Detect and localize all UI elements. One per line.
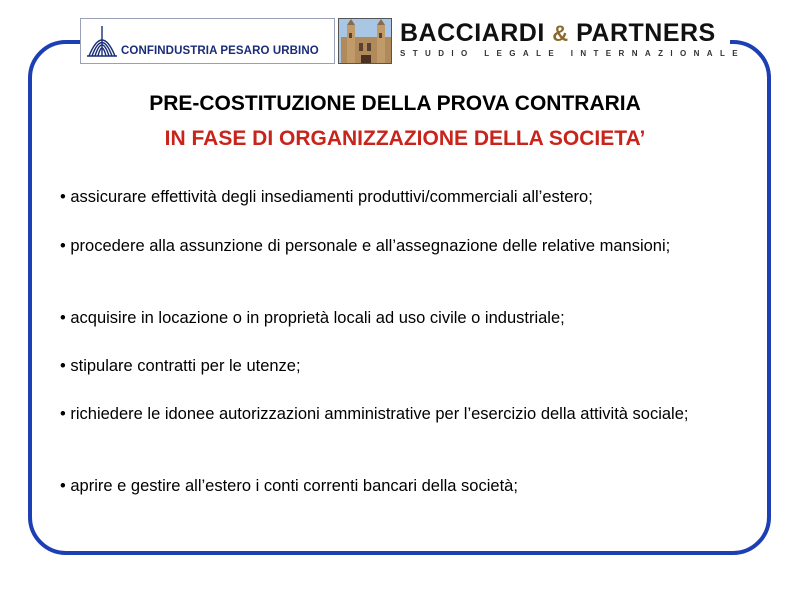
bullet-item: • stipulare contratti per le utenze; (60, 357, 301, 375)
firm-name (400, 19, 716, 48)
confindustria-logo-box (80, 18, 335, 64)
bullet-item: • acquisire in locazione o in proprietà locali ad uso civile o industriale; (60, 309, 565, 327)
slide-title-line2: IN FASE DI ORGANIZZAZIONE DELLA SOCIETA’ (164, 127, 646, 150)
slide-title-line1: PRE-COSTITUZIONE DELLA PROVA CONTRARIA (149, 92, 641, 115)
confindustria-emblem-icon (85, 22, 119, 60)
firm-name-left: BACCIARDI (400, 19, 545, 47)
palazzo-photo (338, 18, 392, 64)
bullet-item: • richiedere le idonee autorizzazioni amministrative per l’esercizio della attività sociale; (60, 405, 689, 423)
confindustria-label: CONFINDUSTRIA PESARO URBINO (121, 45, 319, 57)
bullet-item: • aprire e gestire all’estero i conti correnti bancari della società; (60, 477, 518, 495)
firm-subtitle: STUDIO LEGALE INTERNAZIONALE (400, 49, 745, 58)
bullet-item: • assicurare effettività degli insediamenti produttivi/commerciali all’estero; (60, 188, 593, 206)
firm-name-right: PARTNERS (576, 19, 716, 47)
header (80, 18, 745, 66)
firm-ampersand: & (552, 21, 569, 46)
bullet-item: • procedere alla assunzione di personale e all’assegnazione delle relative mansioni; (60, 237, 671, 255)
